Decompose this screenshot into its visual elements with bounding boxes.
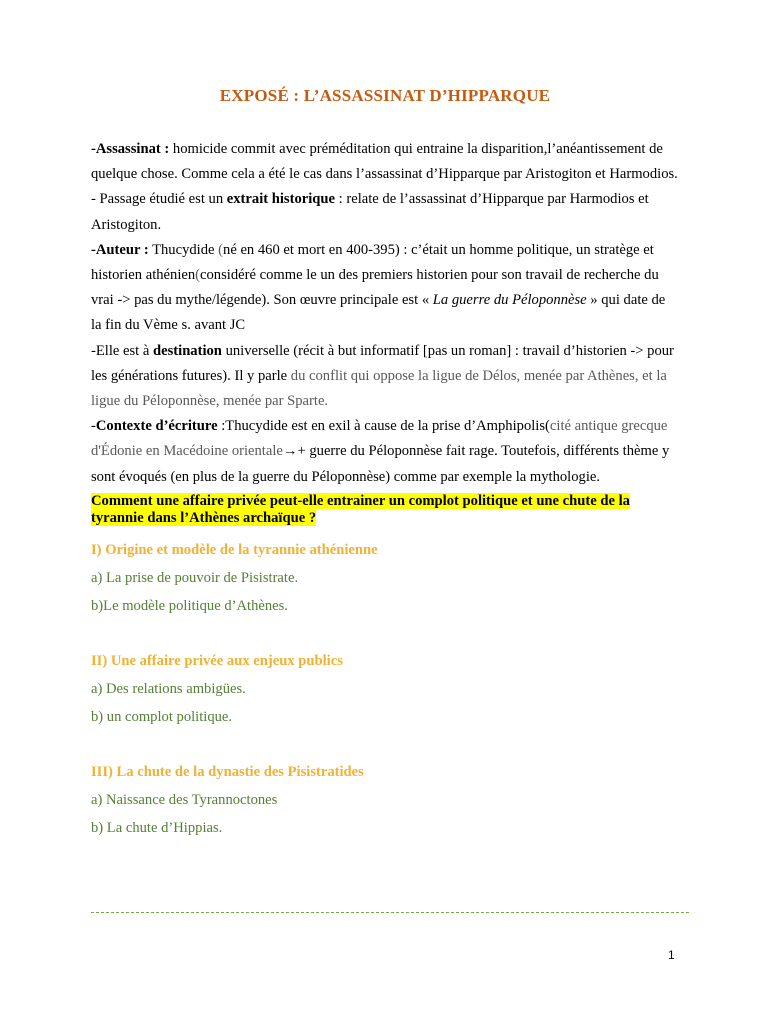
outline-section-2 (91, 647, 679, 731)
auteur-name: Thucydide (148, 241, 219, 258)
subsection-item: a) Naissance des Tyrannoctones (91, 791, 278, 808)
section-heading: I) Origine et modèle de la tyrannie athénienne (91, 541, 378, 558)
section-heading: II) Une affaire privée aux enjeux publics (91, 652, 343, 669)
definition-assassinat: homicide commit avec préméditation qui entraine la disparition,l’anéantissement de quelque chose. Comme cela a été le cas dans l’assassinat d’Hipparque par Aristogiton et Harmodios. (91, 141, 678, 183)
subsection-item: b) un complot politique. (91, 708, 233, 725)
paragraph-assassinat (91, 137, 679, 187)
page-number: 1 (668, 948, 675, 962)
auteur-work: considéré comme le un des premiers historien pour son travail de recherche du vrai -> pas du mythe/légende). Son œuvre principale est « (91, 267, 659, 309)
passage-description: : relate de l’assassinat d’Hipparque par Harmodios et Aristogiton. (91, 191, 649, 233)
passage-intro: - Passage étudié est un (91, 191, 227, 208)
paragraph-contexte (91, 414, 679, 490)
term-extrait-historique: extrait historique (226, 191, 336, 208)
contexte-amphipolis: cité antique grecque d'Édonie en Macédoine orientale (91, 418, 668, 460)
term-destination: destination (153, 342, 222, 359)
contexte-text: :Thucydide est en exil à cause de la prise d’Amphipolis( (217, 418, 550, 435)
subsection-item: a) Des relations ambigües. (91, 680, 246, 697)
contexte-dash: - (91, 418, 96, 435)
destination-intro: -Elle est à (91, 342, 153, 359)
subsection-item: a) La prise de pouvoir de Pisistrate. (91, 569, 299, 586)
term-contexte: Contexte d’écriture (95, 418, 218, 435)
problematique (91, 493, 679, 528)
work-date: » qui date de la fin du Vème s. avant JC (91, 292, 666, 334)
term-assassinat: -Assassinat : (91, 141, 170, 157)
document-title: EXPOSÉ : L’ASSASSINAT D’HIPPARQUE (219, 86, 551, 105)
destination-text: universelle (récit à but informatif [pas un roman] : travail d’historien -> pour les générations futures). Il y parle (91, 342, 674, 384)
outline-section-1 (91, 536, 679, 620)
spacer (91, 620, 679, 647)
auteur-bio: né en 460 et mort en 400-395) : c’était un homme politique, un stratège et historien athénien (91, 241, 654, 284)
auteur-paren-open-2: ( (195, 267, 201, 284)
contexte-guerre: + guerre du Péloponnèse fait rage. Toutefois, différents thème y sont évoqués (en plus de la guerre du Péloponnèse) comme par exemple la mythologie. (91, 443, 670, 485)
arrow-icon: → (282, 443, 298, 460)
term-auteur: -Auteur : (91, 241, 149, 258)
work-title: La guerre du Péloponnèse (432, 292, 587, 309)
destination-conflict: du conflit qui oppose la ligue de Délos, menée par Athènes, et la ligue du Péloponnèse, menée par Sparte. (91, 367, 667, 410)
dashed-divider (91, 912, 689, 913)
subsection-item: b) La chute d’Hippias. (91, 819, 223, 836)
problematique-highlight: Comment une affaire privée peut-elle entrainer un complot politique et une chute de la tyrannie dans l’Athènes archaïque ? (91, 492, 630, 527)
subsection-item: b)Le modèle politique d’Athènes. (91, 597, 288, 614)
outline-section-3 (91, 758, 679, 842)
auteur-paren-open: ( (218, 241, 224, 258)
paragraph-auteur (91, 238, 679, 339)
spacer (91, 731, 679, 758)
section-heading: III) La chute de la dynastie des Pisistratides (91, 763, 364, 780)
paragraph-destination (91, 339, 679, 415)
paragraph-passage (91, 187, 679, 237)
document-page (91, 85, 679, 842)
